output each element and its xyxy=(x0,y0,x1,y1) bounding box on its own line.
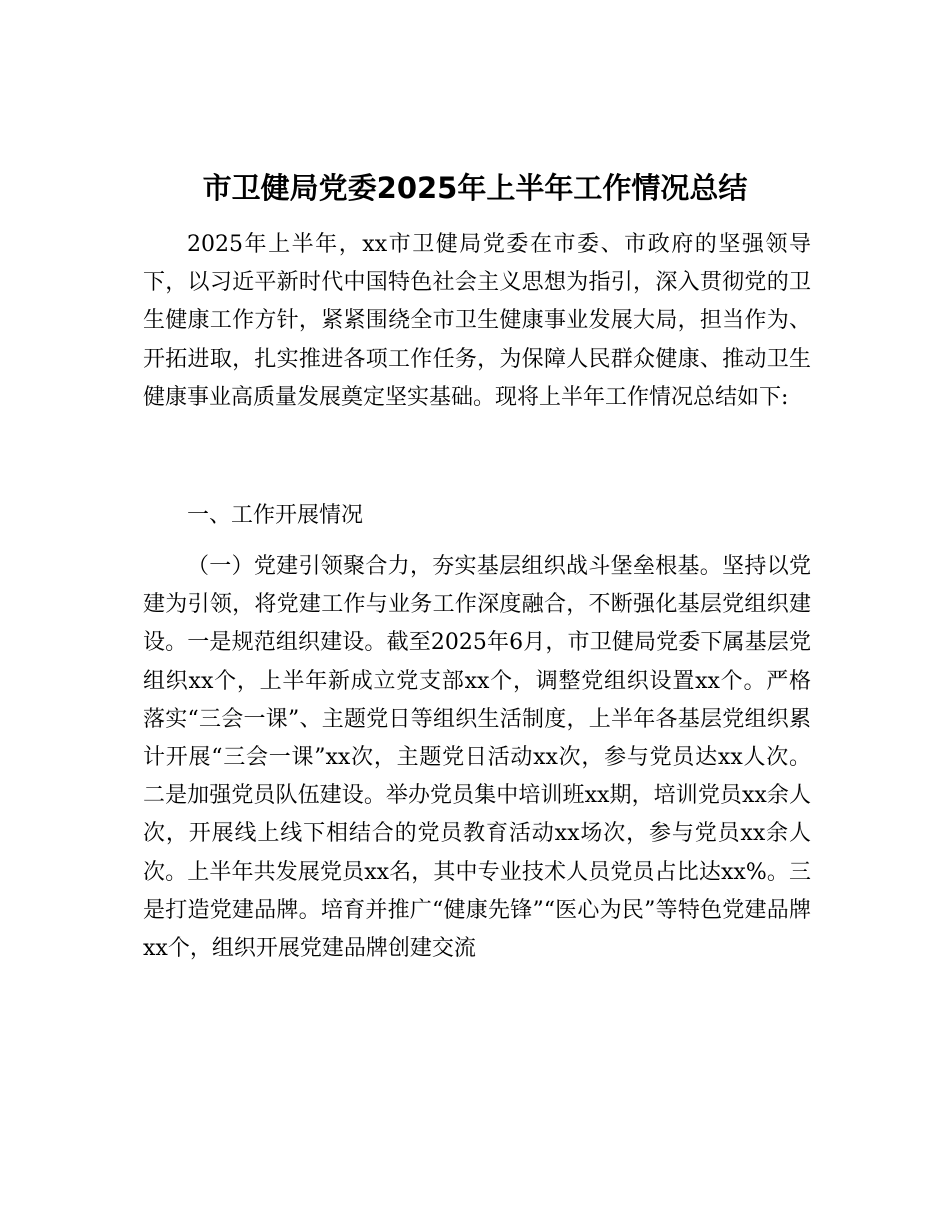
section-paragraph: （一）党建引领聚合力，夯实基层组织战斗堡垒根基。坚持以党建为引领，将党建工作与业务工作深度融合，不断强化基层党组织建设。一是规范组织建设。截至2025年6月，市卫健局党委下属基层党组织xx个，上半年新成立党支部xx个，调整党组织设置xx个。严格落实“三会一课”、主题党日等组织生活制度，上半年各基层党组织累计开展“三会一课”xx次，主题党日活动xx次，参与党员达xx人次。二是加强党员队伍建设。举办党员集中培训班xx期，培训党员xx余人次，开展线上线下相结合的党员教育活动xx场次，参与党员xx余人次。上半年共发展党员xx名，其中专业技术人员党员占比达xx%。三是打造党建品牌。培育并推广“健康先锋”“医心为民”等特色党建品牌xx个，组织开展党建品牌创建交流 xyxy=(143,554,811,962)
section-heading: 一、工作开展情况 xyxy=(187,503,364,528)
intro-paragraph: 2025年上半年，xx市卫健局党委在市委、市政府的坚强领导下，以习近平新时代中国特色社会主义思想为指引，深入贯彻党的卫生健康工作方针，紧紧围绕全市卫生健康事业发展大局，担当作为、开拓进取，扎实推进各项工作任务，为保障人民群众健康、推动卫生健康事业高质量发展奠定坚实基础。现将上半年工作情况总结如下: xyxy=(143,232,811,410)
document-title: 市卫健局党委2025年上半年工作情况总结 xyxy=(202,171,748,205)
